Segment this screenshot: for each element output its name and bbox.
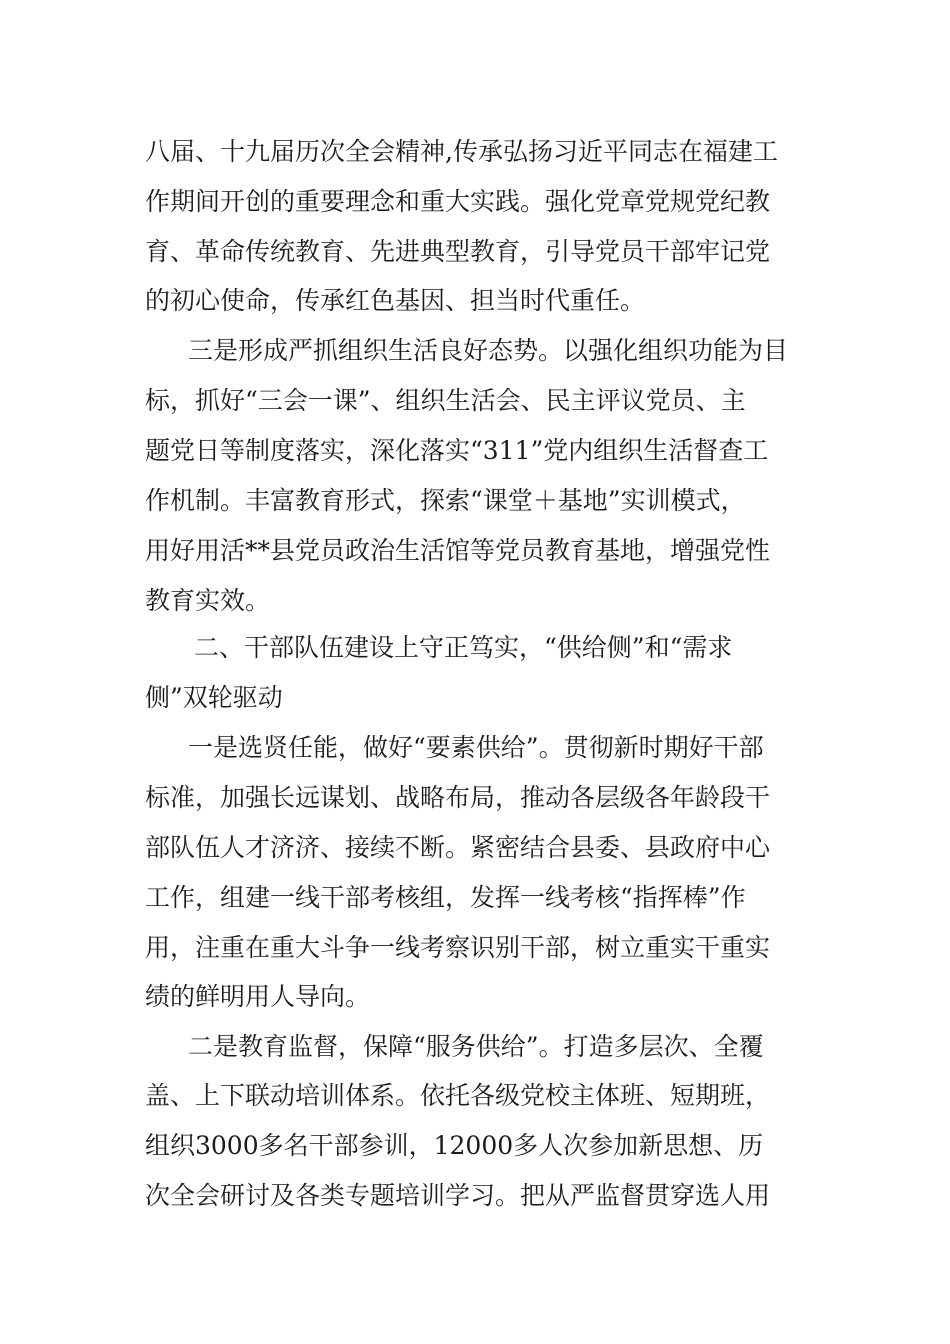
text-line: 的初心使命，传承红色基因、担当时代重任。	[145, 286, 646, 315]
text-line: 绩的鲜明用人导向。	[145, 982, 371, 1011]
text-line: 工作，组建一线干部考核组，发挥一线考核“指挥棒”作	[145, 883, 746, 912]
paragraph-start-line: 二是教育监督，保障“服务供给”。打造多层次、全覆	[188, 1032, 764, 1061]
text-line: 盖、上下联动培训体系。依托各级党校主体班、短期班，	[145, 1081, 771, 1110]
section-heading-line: 二、干部队伍建设上守正笃实，“供给侧”和“需求	[194, 633, 733, 662]
text-line: 教育实效。	[145, 586, 271, 615]
text-line: 题党日等制度落实，深化落实“311”党内组织生活督查工	[145, 436, 769, 465]
text-line: 标准，加强长远谋划、战略布局，推动各层级各年龄段干	[145, 783, 771, 812]
text-line: 作机制。丰富教育形式，探索“课堂＋基地”实训模式，	[145, 486, 746, 515]
text-line: 作期间开创的重要理念和重大实践。强化党章党规党纪教	[145, 187, 771, 216]
section-heading-line: 侧”双轮驱动	[145, 683, 283, 712]
text-line: 八届、十九届历次全会精神,传承弘扬习近平同志在福建工	[145, 137, 778, 166]
text-line: 部队伍人才济济、接续不断。紧密结合县委、县政府中心	[145, 833, 771, 862]
text-line: 育、革命传统教育、先进典型教育，引导党员干部牢记党	[145, 237, 771, 266]
text-line: 次全会研讨及各类专题培训学习。把从严监督贯穿选人用	[145, 1181, 771, 1210]
paragraph-start-line: 一是选贤任能，做好“要素供给”。贯彻新时期好干部	[188, 733, 764, 762]
text-line: 用，注重在重大斗争一线考察识别干部，树立重实干重实	[145, 933, 771, 962]
text-line: 标，抓好“三会一课”、组织生活会、民主评议党员、主	[145, 386, 746, 415]
paragraph-start-line: 三是形成严抓组织生活良好态势。以强化组织功能为目	[188, 336, 789, 365]
text-line: 用好用活**县党员政治生活馆等党员教育基地，增强党性	[145, 536, 771, 565]
text-line: 组织3000多名干部参训，12000多人次参加新思想、历	[145, 1131, 764, 1160]
